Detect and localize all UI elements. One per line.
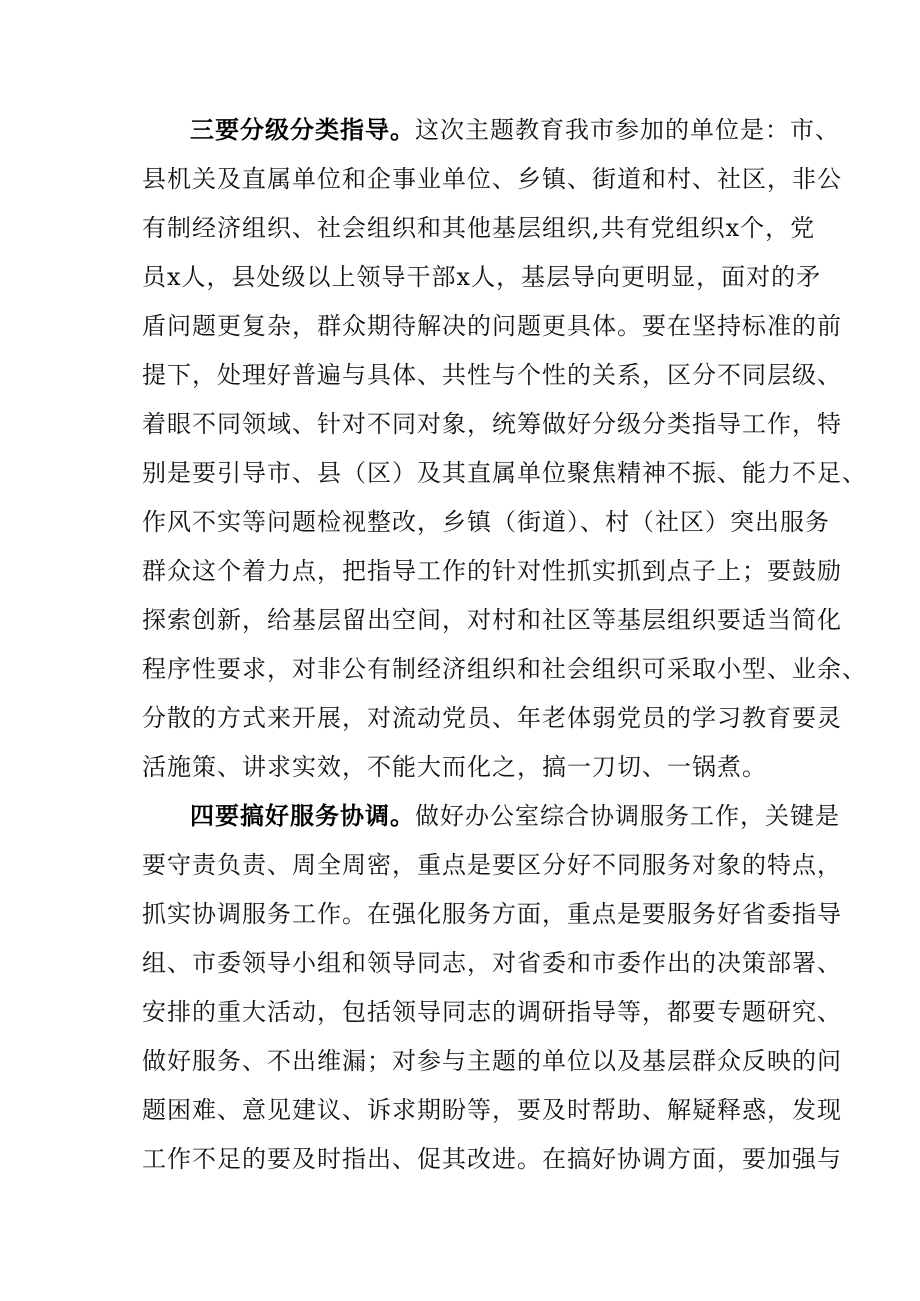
paragraph-2-line: 要守责负责、周全周密，重点是要区分好不同服务对象的特点，	[142, 851, 842, 879]
paragraph-1-line: 提下，处理好普遍与具体、共性与个性的关系，区分不同层级、	[142, 361, 842, 389]
paragraph-1-line: 作风不实等问题检视整改，乡镇（街道）、村（社区）突出服务	[142, 508, 830, 536]
paragraph-1-line: 盾问题更复杂，群众期待解决的问题更具体。要在坚持标准的前	[142, 312, 842, 340]
paragraph-1-line: 县机关及直属单位和企事业单位、乡镇、街道和村、社区，非公	[142, 165, 842, 193]
paragraph-2-line: 工作不足的要及时指出、促其改进。在搞好协调方面，要加强与	[142, 1145, 842, 1173]
paragraph-1-line: 员x人，县处级以上领导干部x人，基层导向更明显，面对的矛	[142, 263, 822, 291]
paragraph-2-line: 安排的重大活动，包括领导同志的调研指导等，都要专题研究、	[142, 998, 842, 1026]
paragraph-2-line: 题困难、意见建议、诉求期盼等，要及时帮助、解疑释惑，发现	[142, 1096, 842, 1124]
paragraph-1-line-1	[190, 110, 840, 150]
paragraph-2-line: 抓实协调服务工作。在强化服务方面，重点是要服务好省委指导	[142, 900, 842, 928]
paragraph-1-first-line-text: 这次主题教育我市参加的单位是：市、	[415, 116, 840, 144]
paragraph-2-line: 组、市委领导小组和领导同志，对省委和市委作出的决策部署、	[142, 949, 842, 977]
paragraph-2-line: 做好服务、不出维漏；对参与主题的单位以及基层群众反映的问	[142, 1047, 842, 1075]
paragraph-1-line: 活施策、讲求实效，不能大而化之，搞一刀切、一锅煮。	[142, 753, 767, 781]
paragraph-1-line: 有制经济组织、社会组织和其他基层组织,共有党组织x个，党	[142, 214, 816, 242]
paragraph-1-line: 着眼不同领域、针对不同对象，统筹做好分级分类指导工作，特	[142, 410, 842, 438]
paragraph-2-line-1	[190, 796, 840, 836]
paragraph-1-line: 分散的方式来开展，对流动党员、年老体弱党员的学习教育要灵	[142, 704, 842, 732]
paragraph-2-first-line-text: 做好办公室综合协调服务工作，关键是	[415, 802, 840, 830]
paragraph-1-line: 群众这个着力点，把指导工作的针对性抓实抓到点子上；要鼓励	[142, 557, 842, 585]
paragraph-2-heading: 四要搞好服务协调。	[190, 802, 415, 830]
paragraph-1-heading: 三要分级分类指导。	[190, 116, 415, 144]
paragraph-1-line: 探索创新，给基层留出空间，对村和社区等基层组织要适当简化	[142, 606, 842, 634]
paragraph-1-line: 别是要引导市、县（区）及其直属单位聚焦精神不振、能力不足、	[142, 459, 867, 487]
paragraph-1-line: 程序性要求，对非公有制经济组织和社会组织可采取小型、业余、	[142, 655, 867, 683]
